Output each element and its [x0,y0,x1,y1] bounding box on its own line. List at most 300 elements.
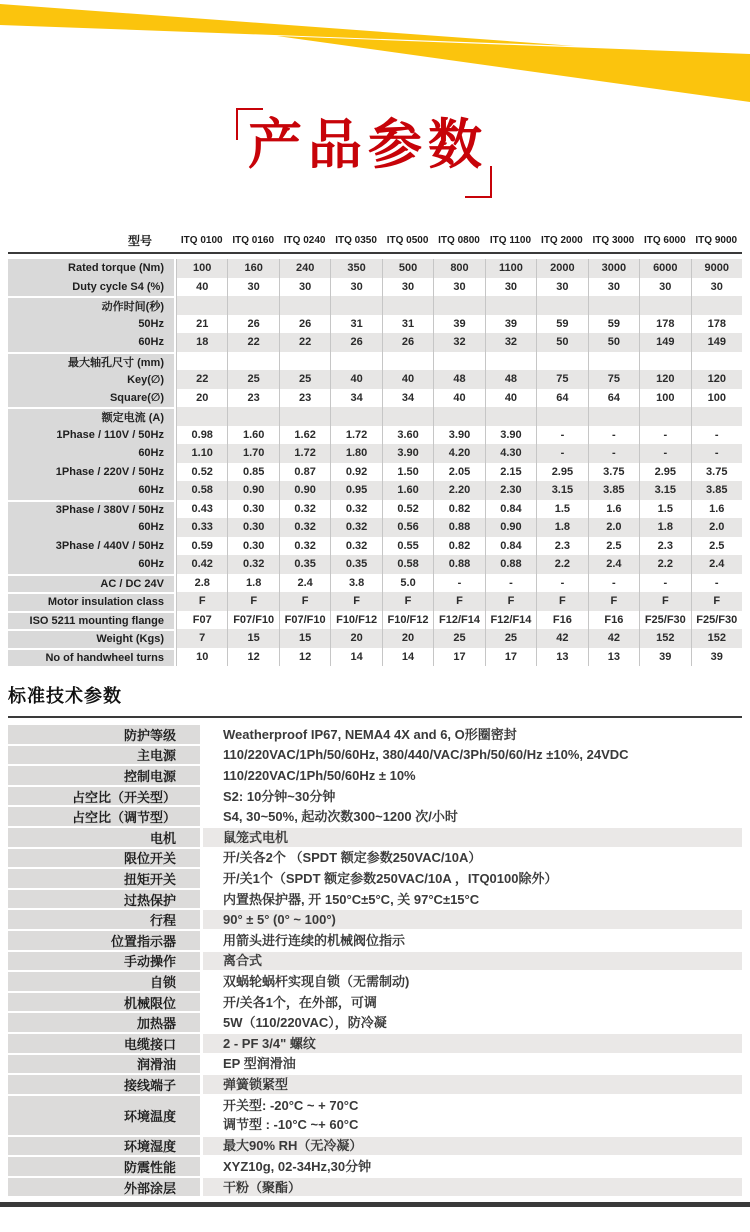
param-value-line: 离合式 [223,953,263,969]
spec-cell: 1.72 [330,426,381,445]
spec-cell: 2.4 [279,574,330,593]
spec-cell: - [639,426,690,445]
spec-cell: 31 [330,315,381,334]
spec-cell: F [485,592,536,611]
spec-cell: 0.88 [433,555,484,574]
spec-cell: 22 [227,333,278,352]
spec-table-row [8,426,742,445]
spec-cell: 2000 [536,259,587,278]
param-row [8,890,742,909]
param-value-line: 90° ± 5° (0° ~ 100°) [223,912,336,928]
param-label: 手动操作 [8,952,200,971]
param-label: 控制电源 [8,766,200,785]
spec-cell: 17 [433,648,484,667]
spec-cell: F07/F10 [279,611,330,630]
param-value [203,807,742,826]
spec-cell: 1.5 [536,500,587,519]
spec-row-label: 1Phase / 110V / 50Hz [8,426,174,445]
spec-row-label: Duty cycle S4 (%) [8,278,174,297]
spec-cell: 0.32 [279,518,330,537]
param-value-line: 开/关各2个 （SPDT 额定参数250VAC/10A） [223,850,482,866]
spec-cell: 20 [330,629,381,648]
spec-cell: 2.0 [691,518,742,537]
spec-cell: 152 [639,629,690,648]
spec-table-row [8,481,742,500]
param-value-line: 110/220VAC/1Ph/50/60Hz, 380/440/VAC/3Ph/50/60/Hz ±10%, 24VDC [223,747,629,763]
spec-cell: 2.2 [639,555,690,574]
param-value [203,1137,742,1156]
spec-row-label: AC / DC 24V [8,574,174,593]
spec-row-label: 3Phase / 440V / 50Hz [8,537,174,556]
param-value [203,1096,742,1135]
spec-cell: F [382,592,433,611]
param-value-line: 开关型: -20°C ~ + 70°C [223,1098,359,1114]
param-label: 润滑油 [8,1055,200,1074]
spec-cell: 3.75 [691,463,742,482]
spec-cell: 2.0 [588,518,639,537]
spec-cell: 0.85 [227,463,278,482]
spec-cell: 40 [330,370,381,389]
spec-cell: - [639,444,690,463]
spec-cell: 0.90 [485,518,536,537]
param-label: 行程 [8,910,200,929]
spec-cell: 1.60 [227,426,278,445]
spec-cell: 3.15 [536,481,587,500]
spec-cell: 0.42 [176,555,227,574]
param-value-line: 开/关1个（SPDT 额定参数250VAC/10A ，ITQ0100除外） [223,870,558,886]
spec-cell: 4.30 [485,444,536,463]
param-value-line: 开/关各1个，在外部，可调 [223,994,377,1010]
param-label: 环境湿度 [8,1137,200,1156]
param-label: 防护等级 [8,725,200,744]
spec-cell: 26 [382,333,433,352]
spec-cell: 1.8 [639,518,690,537]
spec-cell: 0.90 [279,481,330,500]
spec-cell: 30 [382,278,433,297]
param-value-line: 2 - PF 3/4" 螺纹 [223,1035,316,1051]
spec-cell: 1.8 [536,518,587,537]
spec-cell [279,352,330,371]
param-row [8,1013,742,1032]
spec-cell: 3.60 [382,426,433,445]
param-value-line: 内置热保护器, 开 150°C±5°C, 关 97°C±15°C [223,891,480,907]
spec-cell [227,407,278,426]
section-divider [8,716,742,718]
param-row [8,746,742,765]
param-label: 接线端子 [8,1075,200,1094]
spec-cell: 30 [536,278,587,297]
spec-cell: 1.6 [691,500,742,519]
spec-cell: F10/F12 [330,611,381,630]
spec-cell: 3.15 [639,481,690,500]
param-value [203,952,742,971]
param-label: 限位开关 [8,849,200,868]
spec-cell: 3.85 [691,481,742,500]
spec-cell: 40 [382,370,433,389]
spec-cell: 42 [588,629,639,648]
param-value [203,849,742,868]
spec-cell: 0.88 [433,518,484,537]
spec-row-label: 额定电流 (A) [8,407,174,426]
spec-cell [433,352,484,371]
spec-cell: 0.32 [279,537,330,556]
spec-cell: 7 [176,629,227,648]
model-name: ITQ 1100 [489,234,532,246]
spec-cell: 39 [691,648,742,667]
spec-cell: 13 [536,648,587,667]
spec-cell [485,352,536,371]
spec-cell: 3.90 [485,426,536,445]
spec-table-row [8,389,742,408]
param-value [203,1157,742,1176]
param-value [203,1075,742,1094]
spec-cell: 25 [485,629,536,648]
param-label: 外部涂层 [8,1178,200,1197]
spec-table-row [8,333,742,352]
param-row [8,828,742,847]
header-divider [8,252,742,254]
spec-cell: 40 [485,389,536,408]
spec-cell: 5.0 [382,574,433,593]
spec-cell [433,296,484,315]
spec-cell [536,352,587,371]
spec-cell [330,407,381,426]
param-row [8,787,742,806]
param-row [8,1137,742,1156]
spec-cell: 30 [588,278,639,297]
spec-table-row [8,278,742,297]
param-value [203,972,742,991]
spec-row-label: 60Hz [8,444,174,463]
spec-cell: 2.3 [536,537,587,556]
param-label: 占空比（开关型） [8,787,200,806]
spec-row-label: 60Hz [8,555,174,574]
spec-table-row [8,463,742,482]
spec-cell: F16 [588,611,639,630]
spec-cell: 1.50 [382,463,433,482]
spec-cell: 100 [691,389,742,408]
param-row [8,1178,742,1197]
spec-cell [639,296,690,315]
spec-cell: 350 [330,259,381,278]
model-name: ITQ 6000 [643,234,686,246]
spec-cell: 40 [176,278,227,297]
spec-cell: 0.98 [176,426,227,445]
spec-cell: 0.32 [330,518,381,537]
spec-cell: 22 [279,333,330,352]
spec-cell: 30 [485,278,536,297]
spec-row-label: 1Phase / 220V / 50Hz [8,463,174,482]
spec-cell: 1.60 [382,481,433,500]
spec-cell: 0.84 [485,500,536,519]
spec-cell: 0.55 [382,537,433,556]
spec-cell: 1.5 [639,500,690,519]
spec-cell: F [176,592,227,611]
model-header-row [8,230,742,250]
spec-cell: F12/F14 [433,611,484,630]
spec-cell [639,352,690,371]
model-name: ITQ 3000 [592,234,635,246]
spec-cell [691,296,742,315]
spec-cell: 42 [536,629,587,648]
spec-cell: 17 [485,648,536,667]
spec-cell: F [639,592,690,611]
spec-cell: 0.32 [330,500,381,519]
param-value-line: 干粉（聚酯） [223,1179,302,1195]
spec-cell: 0.90 [227,481,278,500]
spec-table-row [8,444,742,463]
spec-cell [176,296,227,315]
spec-cell [279,296,330,315]
spec-cell: 0.30 [227,518,278,537]
spec-table-row [8,500,742,519]
spec-row-label: ISO 5211 mounting flange [8,611,174,630]
param-row [8,1096,742,1135]
spec-cell: F25/F30 [639,611,690,630]
spec-cell: 0.88 [485,555,536,574]
spec-row-label: 60Hz [8,518,174,537]
spec-cell: 32 [433,333,484,352]
spec-cell: F [330,592,381,611]
spec-cell: F07/F10 [227,611,278,630]
spec-cell: 48 [485,370,536,389]
spec-row-label: Weight (Kgs) [8,629,174,648]
spec-cell [588,352,639,371]
spec-cell: 48 [433,370,484,389]
spec-table-row [8,315,742,334]
spec-cell: 25 [433,629,484,648]
spec-cell: 15 [227,629,278,648]
param-value [203,1034,742,1053]
model-name: ITQ 0240 [283,234,326,246]
spec-cell: 64 [588,389,639,408]
param-row [8,869,742,888]
spec-cell: 1.72 [279,444,330,463]
spec-cell: 12 [279,648,330,667]
spec-row-label: Rated torque (Nm) [8,259,174,278]
spec-cell [176,352,227,371]
spec-cell: 500 [382,259,433,278]
spec-cell: 40 [433,389,484,408]
spec-cell: 39 [485,315,536,334]
spec-cell: 100 [176,259,227,278]
spec-cell [536,296,587,315]
spec-cell [485,407,536,426]
spec-cell: 3.75 [588,463,639,482]
spec-row-label: 3Phase / 380V / 50Hz [8,500,174,519]
param-row [8,993,742,1012]
spec-row-label: 60Hz [8,333,174,352]
spec-cell: 100 [639,389,690,408]
spec-cell: 75 [536,370,587,389]
spec-cell: 0.82 [433,500,484,519]
spec-table [8,259,742,666]
param-value [203,890,742,909]
spec-cell: 2.95 [639,463,690,482]
spec-cell: 31 [382,315,433,334]
spec-cell: 120 [691,370,742,389]
spec-cell [382,407,433,426]
standard-params-table [8,725,742,1196]
spec-cell: - [588,574,639,593]
spec-cell: 2.8 [176,574,227,593]
spec-cell: - [433,574,484,593]
spec-cell: 178 [691,315,742,334]
page-bottom-divider [0,1202,750,1207]
spec-cell: 1.8 [227,574,278,593]
spec-cell [485,296,536,315]
param-row [8,1157,742,1176]
spec-cell: 75 [588,370,639,389]
spec-cell: 1100 [485,259,536,278]
param-value [203,869,742,888]
spec-cell: F [536,592,587,611]
spec-cell: 2.95 [536,463,587,482]
spec-row-label: 60Hz [8,481,174,500]
spec-cell: 0.32 [279,500,330,519]
spec-cell: 2.2 [536,555,587,574]
param-value [203,828,742,847]
spec-cell [227,296,278,315]
spec-cell: 15 [279,629,330,648]
param-label: 自锁 [8,972,200,991]
spec-cell: 23 [227,389,278,408]
spec-cell: F [227,592,278,611]
param-row [8,807,742,826]
spec-cell [382,352,433,371]
spec-cell: 2.5 [588,537,639,556]
spec-cell: 0.58 [382,555,433,574]
spec-cell: 0.35 [330,555,381,574]
spec-cell: 1.62 [279,426,330,445]
spec-cell: 21 [176,315,227,334]
spec-cell: F [691,592,742,611]
spec-table-row [8,629,742,648]
param-value-line: 鼠笼式电机 [223,829,289,845]
spec-row-label: 动作时间(秒) [8,296,174,315]
spec-cell: 120 [639,370,690,389]
spec-cell: 2.5 [691,537,742,556]
spec-cell: 2.4 [588,555,639,574]
param-value [203,931,742,950]
spec-cell: 0.84 [485,537,536,556]
spec-cell: 0.30 [227,500,278,519]
param-value-line: Weatherproof IP67, NEMA4 4X and 6, O形圈密封 [223,726,517,742]
spec-cell: 18 [176,333,227,352]
spec-cell: - [691,574,742,593]
spec-cell: - [536,444,587,463]
param-value-line: S4, 30~50%, 起动次数300~1200 次/小时 [223,809,458,825]
spec-cell [588,407,639,426]
param-value [203,1178,742,1197]
model-name: ITQ 0500 [386,234,429,246]
spec-table-row [8,352,742,371]
spec-cell: 1.6 [588,500,639,519]
spec-cell: 30 [639,278,690,297]
spec-cell [691,352,742,371]
spec-cell: 240 [279,259,330,278]
spec-cell: 39 [639,648,690,667]
spec-table-row [8,537,742,556]
spec-cell [588,296,639,315]
page-title: 产品参数 [248,115,488,175]
spec-cell: 0.58 [176,481,227,500]
spec-cell: 59 [536,315,587,334]
spec-cell: 0.43 [176,500,227,519]
spec-cell: 1.10 [176,444,227,463]
spec-cell: 0.32 [227,555,278,574]
spec-cell: F10/F12 [382,611,433,630]
model-name: ITQ 0160 [232,234,275,246]
param-value [203,910,742,929]
spec-cell: - [691,426,742,445]
spec-cell: 25 [279,370,330,389]
param-value-line: 最大90% RH（无冷凝） [223,1138,363,1154]
spec-cell: F [588,592,639,611]
spec-cell: 12 [227,648,278,667]
param-value-line: 用箭头进行连续的机械阀位指示 [223,932,406,948]
spec-cell: 0.52 [176,463,227,482]
spec-cell [227,352,278,371]
spec-cell [433,407,484,426]
spec-cell: 9000 [691,259,742,278]
spec-cell: 0.32 [330,537,381,556]
spec-cell: 178 [639,315,690,334]
spec-cell: 20 [176,389,227,408]
spec-cell: 30 [279,278,330,297]
param-value-line: 5W（110/220VAC），防冷凝 [223,1015,387,1031]
param-label: 机械限位 [8,993,200,1012]
param-row [8,1034,742,1053]
param-label: 电机 [8,828,200,847]
spec-cell: 59 [588,315,639,334]
spec-cell: 0.92 [330,463,381,482]
param-value-line: 110/220VAC/1Ph/50/60Hz ± 10% [223,767,416,783]
spec-cell: 152 [691,629,742,648]
spec-cell: 10 [176,648,227,667]
param-value [203,725,742,744]
spec-cell: 160 [227,259,278,278]
param-row [8,766,742,785]
model-name: ITQ 9000 [695,234,738,246]
spec-row-label: Motor insulation class [8,592,174,611]
param-row [8,725,742,744]
param-value [203,1055,742,1074]
spec-cell: 149 [639,333,690,352]
param-value-line: 双蜗轮蜗杆实现自锁（无需制动) [223,973,410,989]
spec-cell: 30 [227,278,278,297]
param-value-line: XYZ10g, 02-34Hz,30分钟 [223,1159,372,1175]
spec-cell: 0.33 [176,518,227,537]
spec-table-row [8,592,742,611]
spec-cell: - [485,574,536,593]
spec-cell: - [588,426,639,445]
spec-cell: 0.87 [279,463,330,482]
spec-cell: F16 [536,611,587,630]
spec-cell: 3.85 [588,481,639,500]
model-column-label: 型号 [127,233,152,248]
model-name: ITQ 2000 [541,234,583,246]
spec-cell: 0.30 [227,537,278,556]
spec-cell: 34 [330,389,381,408]
spec-cell: 3.90 [382,444,433,463]
spec-cell: 1.70 [227,444,278,463]
model-name: ITQ 0350 [335,234,377,246]
param-value-line: EP 型润滑油 [223,1056,296,1072]
param-row [8,1055,742,1074]
spec-cell: 4.20 [433,444,484,463]
spec-table-row [8,574,742,593]
